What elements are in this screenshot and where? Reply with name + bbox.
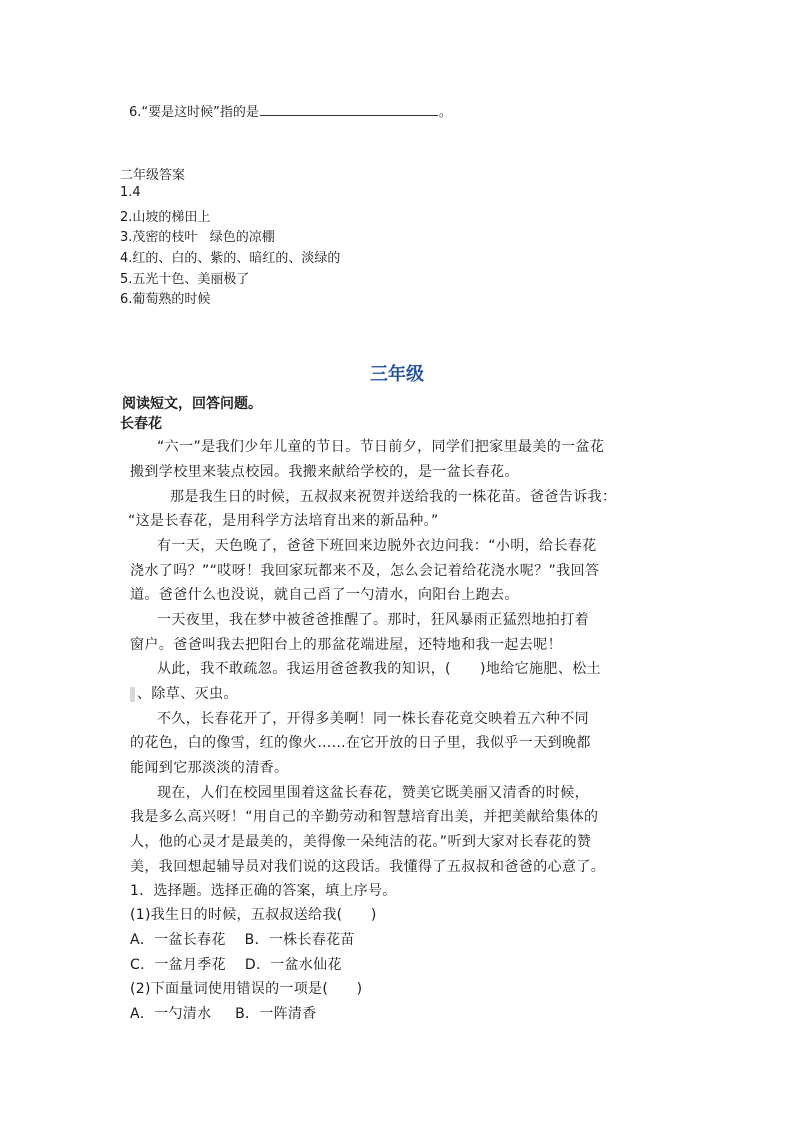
- passage-line: 搬到学校里来装点校园。我搬来献给学校的，是一盆长春花。: [130, 464, 519, 480]
- question-option: A．一盆长春花 B．一株长春花苗: [130, 932, 355, 948]
- passage-line: “这是长春花，是用科学方法培育出来的新品种。”: [128, 513, 439, 529]
- answer-blank: [260, 103, 438, 116]
- passage-line: 现在，人们在校园里围着这盆长春花，赞美它既美丽又清香的时候，: [157, 785, 589, 801]
- passage-line: 那是我生日的时候，五叔叔来祝贺并送给我的一株花苗。爸爸告诉我：: [170, 489, 617, 505]
- passage-line: 窗户。爸爸叫我去把阳台上的那盆花端进屋，还特地和我一起去呢！: [130, 637, 562, 653]
- passage-line: 、除草、灭虫。: [137, 686, 238, 702]
- question-option: A．一勺清水 B．一阵清香: [130, 1006, 317, 1022]
- text-cursor-mark: [130, 687, 135, 702]
- passage-line: 的花色，白的像雪，红的像火……在它开放的日子里，我似乎一天到晚都: [130, 735, 591, 751]
- passage-line: “六一”是我们少年儿童的节日。节日前夕，同学们把家里最美的一盆花: [157, 439, 605, 455]
- passage-line: 道。爸爸什么也没说，就自己舀了一勺清水，向阳台上跑去。: [130, 587, 519, 603]
- instruction: 阅读短文，回答问题。: [122, 396, 262, 412]
- question-item: (1)我生日的时候，五叔叔送给我( ): [130, 907, 377, 923]
- answer-item: 4.红的、白的、紫的、暗红的、淡绿的: [120, 251, 341, 266]
- question-6-text: 6.“要是这时候”指的是: [129, 105, 259, 120]
- passage-line: 不久，长春花开了，开得多美啊！同一株长春花竟交映着五六种不同: [157, 711, 589, 727]
- question-6-end: 。: [438, 105, 452, 120]
- passage-line-wrap: [130, 683, 238, 703]
- question-heading: 1．选择题。选择正确的答案，填上序号。: [130, 883, 397, 899]
- question-option: C．一盆月季花 D．一盆水仙花: [130, 957, 342, 973]
- question-item: (2)下面量词使用错误的一项是( ): [130, 981, 363, 997]
- answer-item: 1.4: [120, 185, 141, 200]
- answer-item: 6.葡萄熟的时候: [120, 292, 211, 307]
- question-6: [129, 101, 452, 120]
- passage-line: 能闻到它那淡淡的清香。: [130, 760, 289, 776]
- passage-line: 我是多么高兴呀！“用自己的辛勤劳动和智慧培育出美，并把美献给集体的: [130, 809, 599, 825]
- answer-item: 5.五光十色、美丽极了: [120, 272, 250, 287]
- answer-item: 3.茂密的枝叶 绿色的凉棚: [120, 230, 275, 245]
- passage-line: 美，我回想起辅导员对我们说的这段话。我懂得了五叔叔和爸爸的心意了。: [130, 859, 606, 875]
- passage-line: 从此，我不敢疏忽。我运用爸爸教我的知识，( )地给它施肥、松土: [157, 661, 602, 677]
- passage-line: 人，他的心灵才是最美的，美得像一朵纯洁的花。”听到大家对长春花的赞: [130, 834, 592, 850]
- passage-line: 一天夜里，我在梦中被爸爸推醒了。那时，狂风暴雨正猛烈地拍打着: [157, 612, 589, 628]
- passage-line: 有一天，天色晚了，爸爸下班回来边脱外衣边问我：“小明，给长春花: [157, 538, 597, 554]
- grade3-title: 三年级: [370, 364, 424, 385]
- answer-item: 2.山坡的梯田上: [120, 210, 211, 225]
- passage-title: 长春花: [120, 416, 162, 432]
- passage-line: 浇水了吗？”“哎呀！我回家玩都来不及，怎么会记着给花浇水呢？”我回答: [130, 563, 600, 579]
- grade2-answers-heading: 二年级答案: [120, 168, 186, 183]
